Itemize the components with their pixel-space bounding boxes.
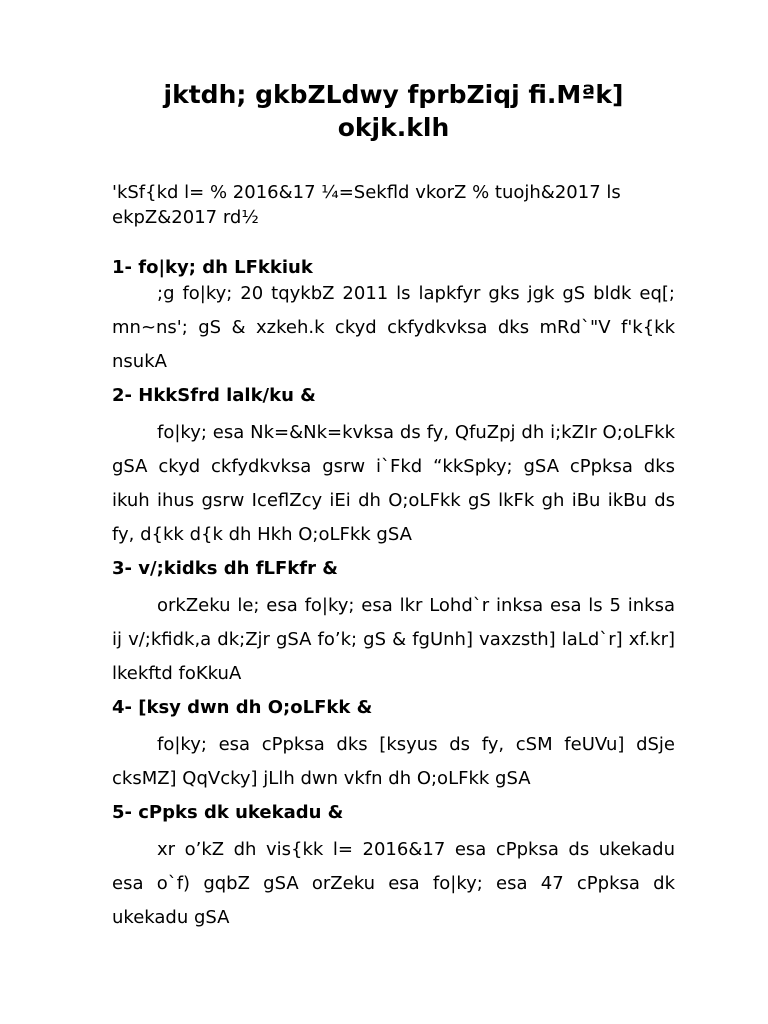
page-title <box>112 78 675 144</box>
section-5 <box>112 800 675 935</box>
section-2 <box>112 383 675 552</box>
section-heading: 3- v/;kidks dh fLFkfr & <box>112 558 338 579</box>
section-body: fo|ky; esa Nk=&Nk=kvksa ds fy, QfuZpj dh i;kZIr O;oLFkk gSA ckyd ckfydkvksa gsrw i`Fkd “kkSpky; gSA cPpksa dks ikuh ihus gsrw IceflZcy iEi dh O;oLFkk gS lkFk gh iBu ikBu ds fy, d{kk d{k dh Hkh O;oLFkk gSA <box>112 422 675 545</box>
document-page <box>112 78 675 939</box>
section-body: xr o’kZ dh vis{kk l= 2016&17 esa cPpksa ds ukekadu esa o`f) gqbZ gSA orZeku esa fo|ky; esa 47 cPpksa dk ukekadu gSA <box>112 839 675 928</box>
title-line-1: jktdh; gkbZLdwy fprbZiqj fi.Mªk] <box>163 80 624 109</box>
section-heading: 5- cPpks dk ukekadu & <box>112 802 344 823</box>
section-1 <box>112 255 675 379</box>
session-subtitle: 'kSf{kd l= % 2016&17 ¼=Sekfld vkorZ % tuojh&2017 ls ekpZ&2017 rd½ <box>112 182 621 228</box>
title-line-2: okjk.klh <box>337 113 450 142</box>
section-3 <box>112 556 675 691</box>
section-body: fo|ky; esa cPpksa dks [ksyus ds fy, cSM feUVu] dSje cksMZ] QqVcky] jLlh dwn vkfn dh O;oLFkk gSA <box>112 734 675 789</box>
section-heading: 1- fo|ky; dh LFkkiuk <box>112 257 313 278</box>
section-heading: 4- [ksy dwn dh O;oLFkk & <box>112 697 373 718</box>
section-body: orkZeku le; esa fo|ky; esa lkr Lohd`r inksa esa ls 5 inksa ij v/;kfidk,a dk;Zjr gSA fo’k; gS & fgUnh] vaxzsth] laLd`r] xf.kr] lkekftd foKkuA <box>112 595 675 684</box>
section-heading: 2- HkkSfrd lalk/ku & <box>112 385 316 406</box>
section-body: ;g fo|ky; 20 tqykbZ 2011 ls lapkfyr gks jgk gS bldk eq[; mn~ns'; gS & xzkeh.k ckyd ckfydkvksa dks mRd`"V f'k{kk nsukA <box>112 283 675 372</box>
section-4 <box>112 695 675 796</box>
